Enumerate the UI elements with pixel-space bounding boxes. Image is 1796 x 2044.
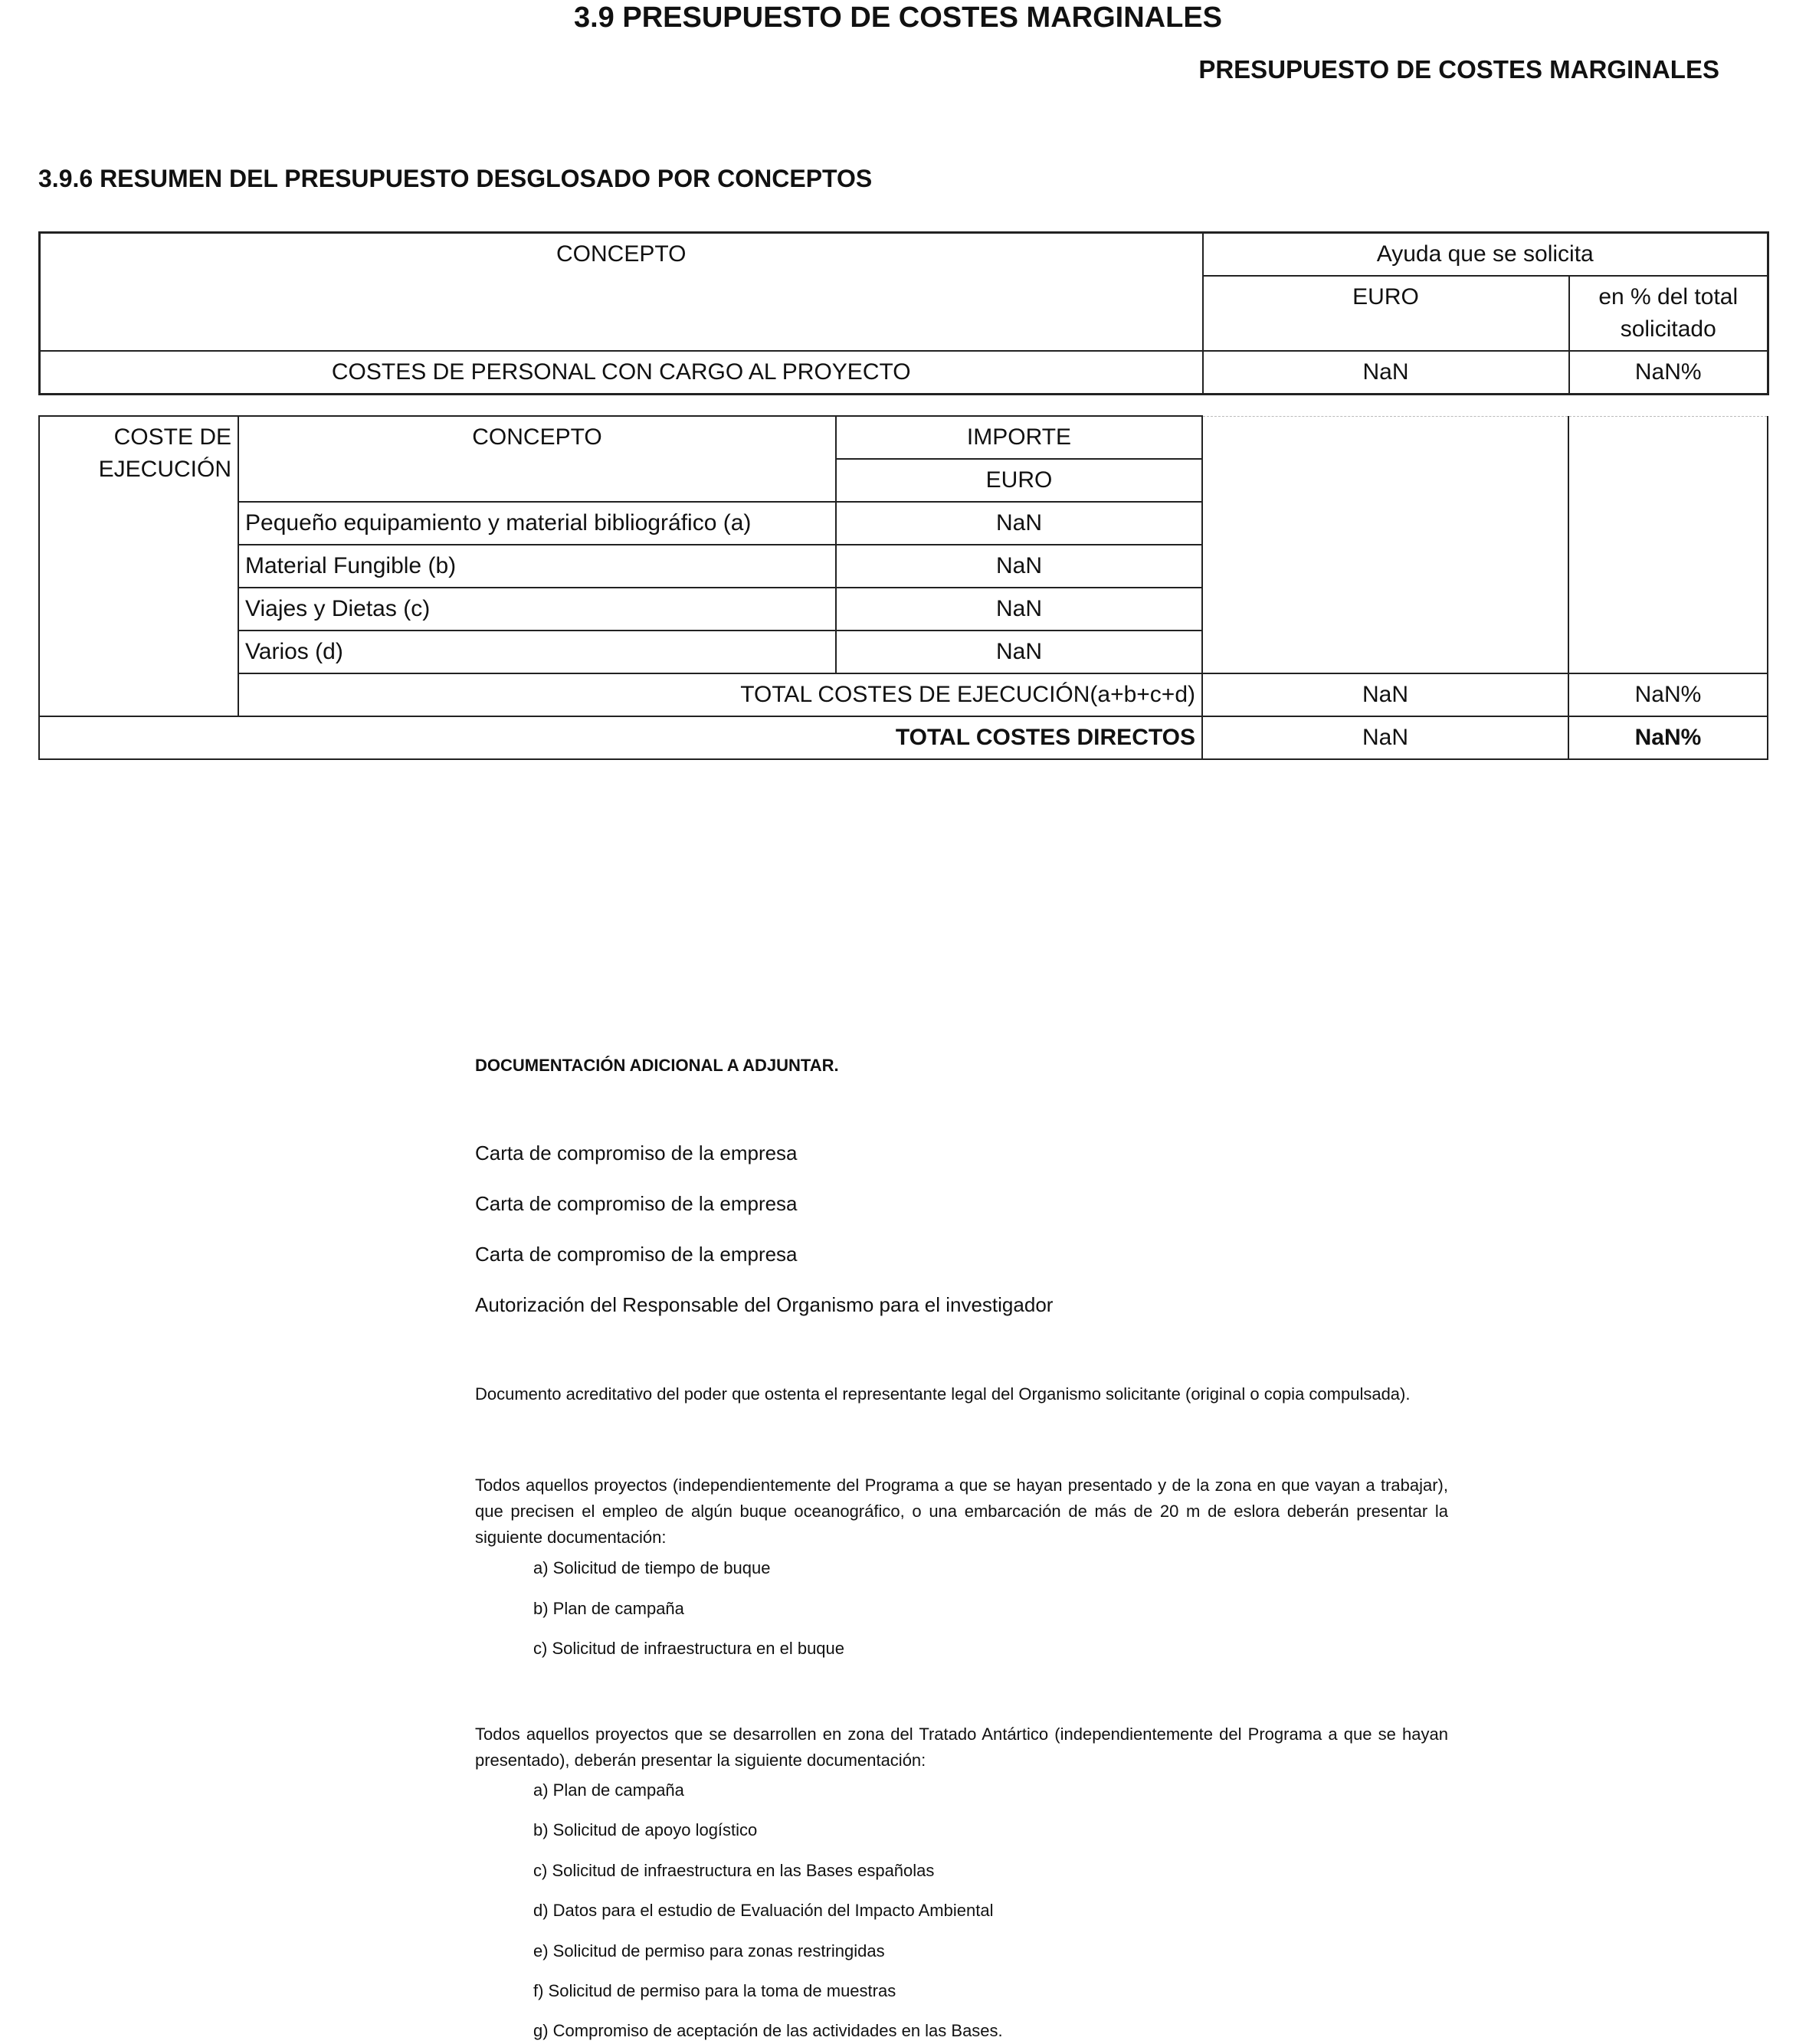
doc-line: Autorización del Responsable del Organismo para el investigador bbox=[475, 1293, 1054, 1316]
exec-header-euro: EURO bbox=[836, 459, 1202, 502]
exec-header-concepto: CONCEPTO bbox=[238, 416, 836, 502]
row-label: Viajes y Dietas (c) bbox=[238, 588, 836, 631]
list-item: d) Datos para el estudio de Evaluación del Impacto Ambiental bbox=[533, 1901, 994, 1920]
summary-table bbox=[38, 231, 1769, 395]
list-item: b) Plan de campaña bbox=[533, 1599, 684, 1618]
row-value: NaN bbox=[836, 631, 1202, 673]
coste-ejecucion-label: COSTE DE EJECUCIÓN bbox=[39, 416, 238, 716]
list-item: b) Solicitud de apoyo logístico bbox=[533, 1820, 758, 1839]
page-subtitle: PRESUPUESTO DE COSTES MARGINALES bbox=[1198, 55, 1719, 84]
row-value: NaN bbox=[836, 588, 1202, 631]
para-poder: Documento acreditativo del poder que ostenta el representante legal del Organismo solicitante (original o copia compulsada). bbox=[475, 1384, 1411, 1404]
list-item: c) Solicitud de infraestructura en las Bases españolas bbox=[533, 1861, 935, 1880]
doc-line: Carta de compromiso de la empresa bbox=[475, 1142, 798, 1164]
list-item: e) Solicitud de permiso para zonas restringidas bbox=[533, 1941, 885, 1960]
para-buque: Todos aquellos proyectos (independientemente del Programa a que se hayan presentado y de la zona en que vayan a trabajar), que precisen el empleo de algún buque oceanográfico, o una embarcación de más de 20 m de eslora deberán presentar la siguiente documentación: bbox=[475, 1476, 1448, 1547]
list-item: a) Solicitud de tiempo de buque bbox=[533, 1558, 771, 1577]
header-euro: EURO bbox=[1203, 276, 1569, 351]
list-item: a) Plan de campaña bbox=[533, 1780, 684, 1800]
row-label: Pequeño equipamiento y material bibliográfico (a) bbox=[238, 502, 836, 545]
exec-header-importe: IMPORTE bbox=[836, 416, 1202, 459]
row-label: Material Fungible (b) bbox=[238, 545, 836, 588]
doc-line: Carta de compromiso de la empresa bbox=[475, 1192, 798, 1215]
docs-heading: DOCUMENTACIÓN ADICIONAL A ADJUNTAR. bbox=[475, 1056, 839, 1075]
total-exec-label: TOTAL COSTES DE EJECUCIÓN(a+b+c+d) bbox=[238, 673, 1202, 716]
header-pct: en % del total solicitado bbox=[1569, 276, 1768, 351]
doc-line: Carta de compromiso de la empresa bbox=[475, 1243, 798, 1266]
para-antartico: Todos aquellos proyectos que se desarrollen en zona del Tratado Antártico (independientemente del Programa a que se hayan presentado), deberán presentar la siguiente documentación: bbox=[475, 1725, 1448, 1770]
header-concepto: CONCEPTO bbox=[40, 233, 1203, 352]
personal-euro: NaN bbox=[1203, 351, 1569, 395]
blank-euro-cell bbox=[1202, 416, 1568, 673]
total-direct-pct: NaN% bbox=[1568, 716, 1768, 759]
row-value: NaN bbox=[836, 502, 1202, 545]
total-exec-pct: NaN% bbox=[1568, 673, 1768, 716]
row-label: Varios (d) bbox=[238, 631, 836, 673]
blank-pct-cell bbox=[1568, 416, 1768, 673]
list-item: g) Compromiso de aceptación de las actividades en las Bases. bbox=[533, 2021, 1003, 2040]
page-title: 3.9 PRESUPUESTO DE COSTES MARGINALES bbox=[573, 2, 1223, 34]
personal-pct: NaN% bbox=[1569, 351, 1768, 395]
list-item: c) Solicitud de infraestructura en el buque bbox=[533, 1639, 845, 1658]
total-exec-euro: NaN bbox=[1202, 673, 1568, 716]
personal-label: COSTES DE PERSONAL CON CARGO AL PROYECTO bbox=[40, 351, 1203, 395]
row-value: NaN bbox=[836, 545, 1202, 588]
total-direct-euro: NaN bbox=[1202, 716, 1568, 759]
section-heading: 3.9.6 RESUMEN DEL PRESUPUESTO DESGLOSADO POR CONCEPTOS bbox=[38, 165, 873, 192]
total-direct-label: TOTAL COSTES DIRECTOS bbox=[39, 716, 1202, 759]
header-ayuda: Ayuda que se solicita bbox=[1203, 233, 1768, 277]
execution-table bbox=[38, 415, 1768, 760]
list-item: f) Solicitud de permiso para la toma de muestras bbox=[533, 1981, 896, 2000]
